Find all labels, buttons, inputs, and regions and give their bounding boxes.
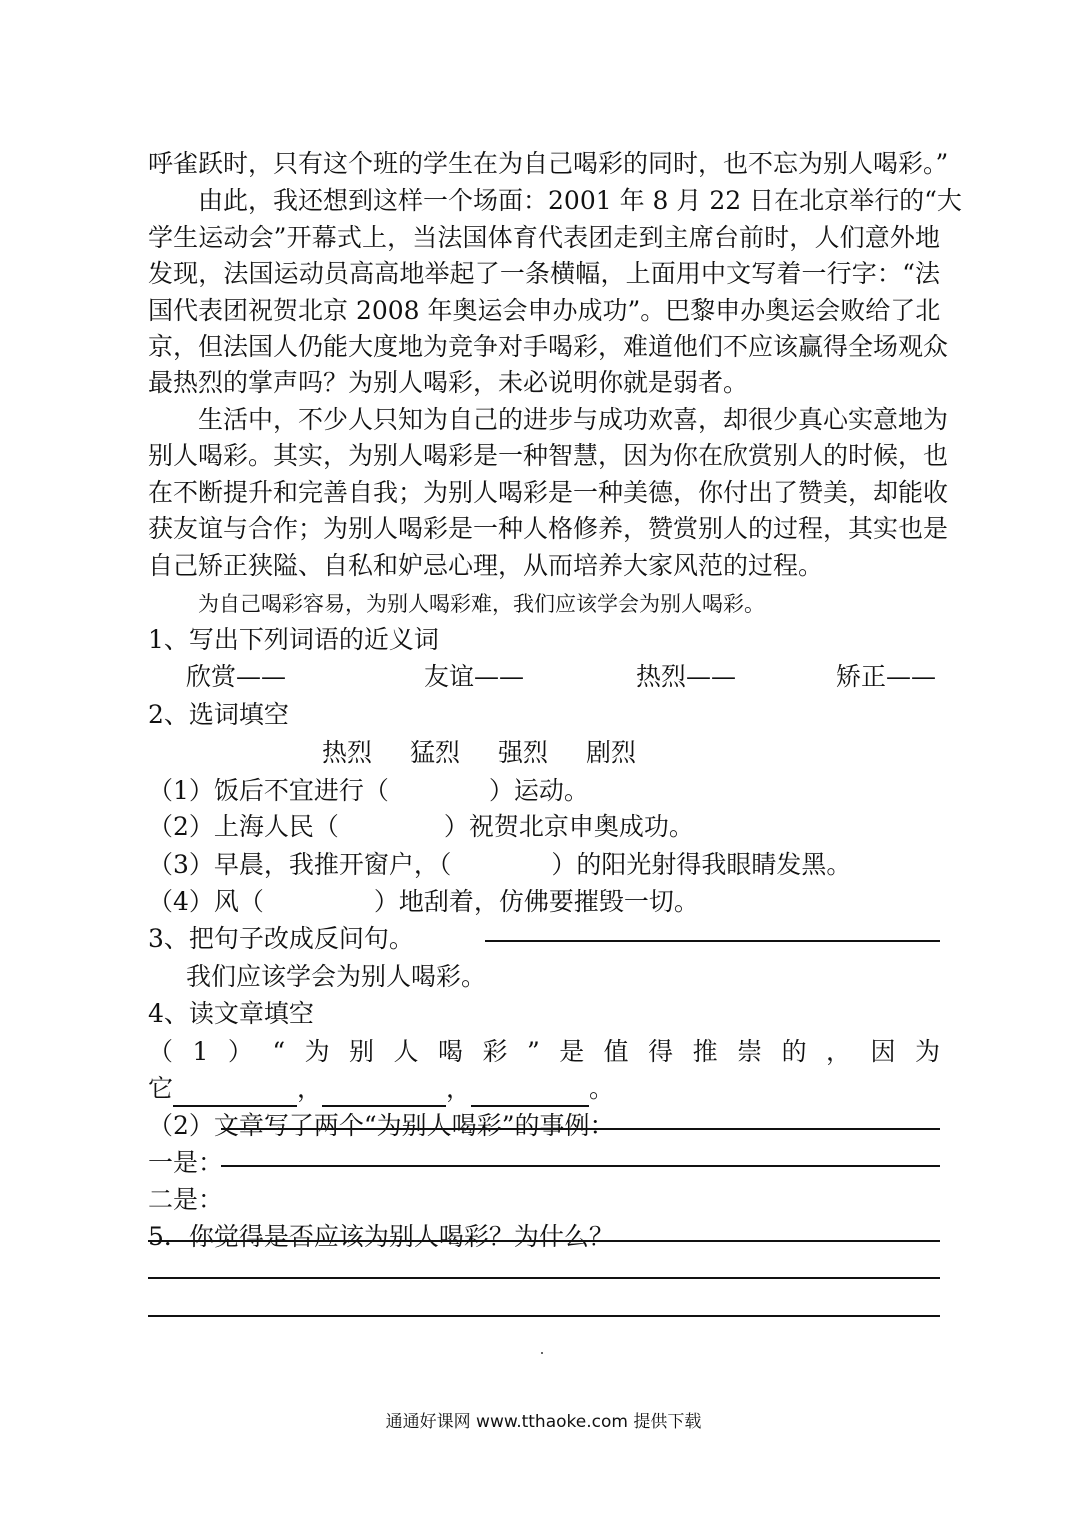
passage-line: 发现，法国运动员高高地举起了一条横幅，上面用中文写着一行字：“法	[148, 259, 940, 288]
fill-blank[interactable]	[322, 1079, 446, 1107]
fill-item-suffix: ）地刮着，仿佛要摧毁一切。	[373, 887, 699, 916]
passage-line: 别人喝彩。其实，为别人喝彩是一种智慧，因为你在欣赏别人的时候，也	[148, 441, 949, 470]
fill-item-prefix: （4）风（	[148, 887, 264, 916]
q4-sub1-blanks	[148, 1071, 614, 1107]
q4-end: 。	[589, 1074, 615, 1103]
word-option: 热烈	[322, 738, 373, 767]
synonym-word: 热烈——	[636, 662, 737, 691]
fill-item-suffix: ）运动。	[488, 776, 589, 805]
q4-sub2: （2）文章写了两个“为别人喝彩”的事例：	[148, 1111, 615, 1140]
answer-line[interactable]	[221, 1128, 940, 1130]
passage-line: 学生运动会”开幕式上，当法国体育代表团走到主席台前时，人们意外地	[148, 223, 940, 252]
passage-line: 国代表团祝贺北京 2008 年奥运会申办成功”。巴黎申办奥运会败给了北	[148, 296, 941, 325]
word-option: 强烈	[498, 738, 549, 767]
question-1-title: 1、写出下列词语的近义词	[148, 625, 439, 654]
passage-line: 在不断提升和完善自我；为别人喝彩是一种美德，你付出了赞美，却能收	[148, 478, 949, 507]
fill-item-prefix: （1）饭后不宜进行（	[148, 776, 389, 805]
question-3-title: 3、把句子改成反问句。	[148, 924, 414, 953]
fill-item-suffix: ）的阳光射得我眼睛发黑。	[551, 850, 852, 879]
answer-line[interactable]	[148, 1277, 940, 1279]
synonym-word: 欣赏——	[186, 662, 287, 691]
question-5-title: 5．你觉得是否应该为别人喝彩？为什么？	[148, 1222, 614, 1251]
passage-line: 生活中，不少人只知为自己的进步与成功欢喜，却很少真心实意地为	[148, 405, 949, 434]
synonym-word: 友谊——	[424, 662, 525, 691]
q4-start: 它	[148, 1074, 174, 1103]
fill-item	[148, 884, 699, 920]
example-two-label: 二是：	[148, 1185, 224, 1214]
synonym-word: 矫正——	[836, 662, 937, 691]
word-option: 剧烈	[586, 738, 637, 767]
passage-line: 京，但法国人仍能大度地为竞争对手喝彩，难道他们不应该赢得全场观众	[148, 332, 949, 361]
fill-item-suffix: ）祝贺北京申奥成功。	[443, 812, 694, 841]
q4-sub1-line: （1）“为别人喝彩”是值得推崇的，因为	[148, 1037, 940, 1066]
fill-item	[148, 847, 851, 883]
answer-line[interactable]	[148, 1240, 940, 1242]
q4-sep: ，	[297, 1074, 323, 1103]
fill-blank[interactable]	[173, 1079, 297, 1107]
fill-item-prefix: （2）上海人民（	[148, 812, 339, 841]
answer-line[interactable]	[485, 940, 940, 942]
passage-line: 获友谊与合作；为别人喝彩是一种人格修养，赞赏别人的过程，其实也是	[148, 514, 949, 543]
fill-item	[148, 773, 589, 809]
word-option: 猛烈	[410, 738, 461, 767]
q4-sep: ，	[446, 1074, 472, 1103]
passage-line: 最热烈的掌声吗？为别人喝彩，未必说明你就是弱者。	[148, 368, 749, 397]
answer-line[interactable]	[221, 1165, 940, 1167]
fill-blank[interactable]	[471, 1079, 589, 1107]
passage-line: 自己矫正狭隘、自私和妒忌心理，从而培养大家风范的过程。	[148, 551, 824, 580]
question-2-title: 2、选词填空	[148, 700, 289, 729]
passage-line: 呼雀跃时，只有这个班的学生在为自己喝彩的同时，也不忘为别人喝彩。”	[148, 149, 949, 178]
passage-line: 由此，我还想到这样一个场面：2001 年 8 月 22 日在北京举行的“大	[148, 186, 962, 215]
q3-sentence: 我们应该学会为别人喝彩。	[186, 962, 487, 991]
question-4-title: 4、读文章填空	[148, 999, 314, 1028]
fill-item-prefix: （3）早晨，我推开窗户，（	[148, 850, 452, 879]
stray-dot	[541, 1352, 543, 1354]
passage-line: 为自己喝彩容易，为别人喝彩难，我们应该学会为别人喝彩。	[198, 592, 765, 616]
fill-item	[148, 809, 694, 845]
footer-credit: 通通好课网 www.tthaoke.com 提供下载	[385, 1412, 702, 1432]
answer-line[interactable]	[148, 1315, 940, 1317]
example-one-label: 一是：	[148, 1148, 224, 1177]
